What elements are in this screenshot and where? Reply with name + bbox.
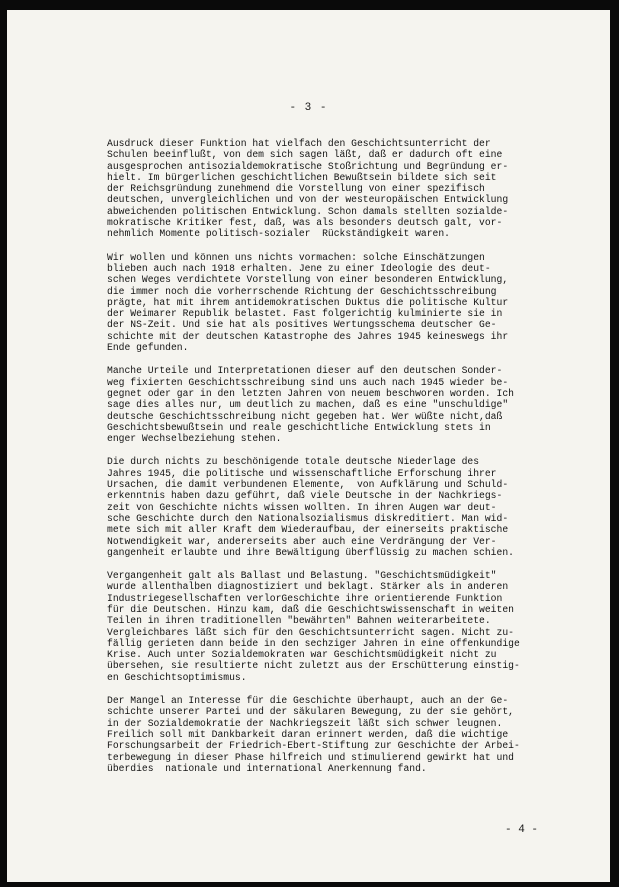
text-line: Manche Urteile und Interpretationen dieser auf den deutschen Sonder-: [107, 365, 503, 377]
text-line: Ausdruck dieser Funktion hat vielfach den Geschichtsunterricht der: [107, 138, 491, 149]
text-line: Jahres 1945, die politische und wissenschaftliche Erforschung ihrer: [107, 467, 497, 479]
text-line: fällig gerieten dann beide in den sechziger Jahren in eine offenkundige: [107, 637, 520, 649]
text-line: gangenheit erlaubte und ihre Bewältigung überflüssig zu machen schien.: [107, 546, 514, 558]
text-line: enger Wechselbeziehung stehen.: [107, 433, 282, 445]
text-line: schichte mit der deutschen Katastrophe des Jahres 1945 keineswegs ihr: [107, 330, 509, 342]
text-line: mokratische Kritiker fest, daß, was als besonders deutsch galt, vor-: [107, 217, 503, 229]
text-line: weg fixierten Geschichtsschreibung sind uns auch nach 1945 wieder be-: [107, 376, 509, 388]
text-line: sche Geschichte durch den Nationalsozialismus diskreditiert. Man wid-: [107, 512, 509, 524]
text-line: Notwendigkeit war, andererseits aber auch eine Verdrängung der Ver-: [107, 535, 497, 547]
text-line: abweichenden politischen Entwicklung. Schon damals stellten sozialde-: [107, 205, 509, 217]
text-line: hielt. Im bürgerlichen geschichtlichen Bewußtsein bildete sich seit: [107, 171, 497, 183]
text-line: prägte, hat mit ihrem antidemokratischen Duktus die politische Kultur: [107, 296, 509, 308]
text-line: terbewegung in dieser Phase hilfreich und stimulierend gewirkt hat und: [107, 751, 514, 763]
text-line: Die durch nichts zu beschönigende totale deutsche Niederlage des: [107, 456, 480, 468]
paragraph: [107, 365, 595, 444]
text-line: deutsche Geschichtsschreibung nicht gegeben hat. Wer wüßte nicht,daß: [107, 410, 503, 422]
text-line: Teilen in ihren traditionellen "bewährten" Bahnen weiterarbeitete.: [107, 615, 491, 627]
paragraph: [107, 570, 595, 683]
text-line: wurde allenthalben diagnostiziert und beklagt. Stärker als in anderen: [107, 581, 509, 593]
text-line: schichte unserer Partei und der säkularen Bewegung, zu der sie gehört,: [107, 706, 514, 718]
text-line: übersehen, sie resultierte nicht zuletzt aus der Erschütterung einstig-: [107, 660, 520, 672]
text-line: Geschichtsbewußtsein und reale geschichtliche Entwicklung stets in: [107, 421, 491, 433]
document-page: [7, 10, 610, 882]
text-line: Ende gefunden.: [107, 342, 189, 354]
text-line: blieben auch nach 1918 erhalten. Jene zu einer Ideologie des deut-: [107, 262, 491, 274]
text-line: gegnet oder gar in den letzten Jahren von neuem beschworen worden. Ich: [107, 387, 514, 399]
text-line: Wir wollen und können uns nichts vormachen: solche Einschätzungen: [107, 251, 485, 263]
text-line: en Geschichtsoptimismus.: [107, 671, 247, 683]
page-number: - 3 -: [289, 102, 328, 114]
text-line: zeit von Geschichte nichts wissen wollten. In ihren Augen war deut-: [107, 501, 497, 513]
body-text: [107, 138, 595, 786]
text-line: schen Weges verdichtete Vorstellung von einer besonderen Entwicklung,: [107, 274, 509, 286]
text-line: die immer noch die vorherrschende Richtung der Geschichtsschreibung: [107, 285, 497, 297]
text-line: sage dies alles nur, um deutlich zu machen, daß es eine "unschuldige": [107, 399, 509, 411]
text-line: Vergleichbares läßt sich für den Geschichtsunterricht sagen. Nicht zu-: [107, 626, 514, 638]
text-line: für die Deutschen. Hinzu kam, daß die Geschichtswissenschaft in weiten: [107, 603, 514, 615]
text-line: Freilich soll mit Dankbarkeit daran erinnert werden, daß die wichtige: [107, 728, 509, 740]
paragraph: [107, 456, 595, 558]
text-line: erkenntnis haben dazu geführt, daß viele Deutsche in der Nachkriegs-: [107, 490, 503, 502]
next-page-number: - 4 -: [505, 824, 539, 836]
text-line: nehmlich Momente politisch-sozialer Rückständigkeit waren.: [107, 228, 450, 240]
text-line: deutschen, unvergleichlichen und von der westeuropäischen Entwicklung: [107, 194, 509, 206]
text-line: mete sich mit aller Kraft dem Wiederaufbau, der einerseits praktische: [107, 524, 509, 536]
text-line: Industriegesellschaften verlorGeschichte ihre orientierende Funktion: [107, 592, 503, 604]
text-line: Vergangenheit galt als Ballast und Belastung. "Geschichtsmüdigkeit": [107, 570, 497, 582]
text-line: der Reichsgründung zunehmend die Vorstellung von einer spezifisch: [107, 183, 485, 195]
paragraph: [107, 138, 595, 240]
text-line: Krise. Auch unter Sozialdemokraten war Geschichtsmüdigkeit nicht zu: [107, 649, 497, 661]
paragraph: [107, 695, 595, 774]
text-line: Ursachen, die damit verbundenen Elemente, von Aufklärung und Schuld-: [107, 479, 509, 491]
paragraph: [107, 252, 595, 354]
text-line: Der Mangel an Interesse für die Geschichte überhaupt, auch an der Ge-: [107, 695, 509, 707]
text-line: der NS-Zeit. Und sie hat als positives Wertungsschema deutscher Ge-: [107, 319, 497, 331]
text-line: überdies nationale und international Anerkennung fand.: [107, 762, 427, 774]
text-line: ausgesprochen antisozialdemokratische Stoßrichtung und Begründung er-: [107, 160, 509, 172]
text-line: Schulen beeinflußt, von dem sich sagen läßt, daß er dadurch oft eine: [107, 149, 503, 161]
text-line: in der Sozialdemokratie der Nachkriegszeit läßt sich schwer leugnen.: [107, 717, 503, 729]
text-line: Forschungsarbeit der Friedrich-Ebert-Stiftung zur Geschichte der Arbei-: [107, 740, 520, 752]
text-line: der Weimarer Republik belastet. Fast folgerichtig kulminierte sie in: [107, 308, 503, 320]
